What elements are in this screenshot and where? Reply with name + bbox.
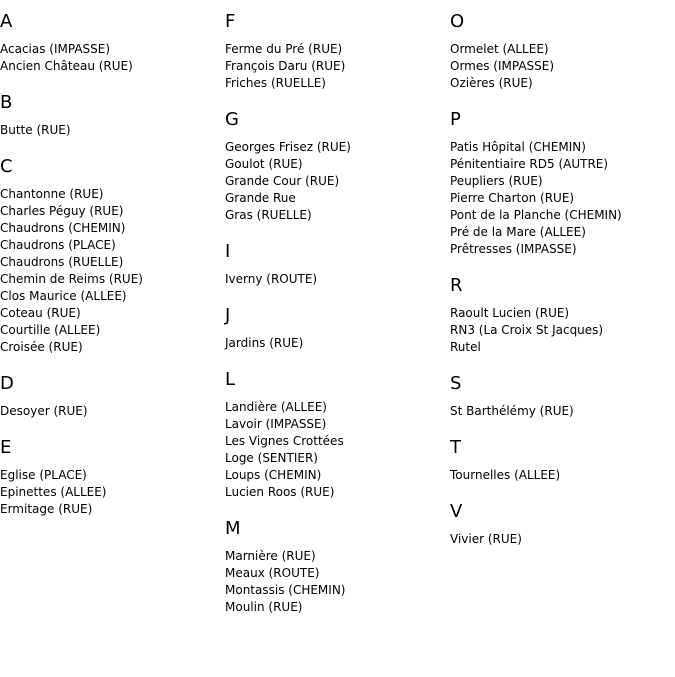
letter-heading: M — [225, 518, 241, 539]
letter-group — [450, 373, 675, 420]
street-link[interactable]: Rutel — [450, 340, 481, 354]
street-link[interactable]: Courtille (ALLEE) — [0, 323, 101, 337]
street-link[interactable]: Loge (SENTIER) — [225, 451, 318, 465]
letter-group — [450, 501, 675, 548]
street-link[interactable]: Desoyer (RUE) — [0, 404, 88, 418]
letter-heading: D — [0, 373, 14, 394]
index-column-2 — [225, 11, 450, 633]
street-link[interactable]: Ferme du Pré (RUE) — [225, 42, 343, 56]
index-column-1 — [0, 11, 225, 535]
letter-heading: F — [225, 11, 236, 32]
street-link[interactable]: Les Vignes Crottées — [225, 434, 344, 448]
letter-group — [225, 305, 450, 352]
street-link[interactable]: Grande Cour (RUE) — [225, 174, 340, 188]
street-link[interactable]: Charles Péguy (RUE) — [0, 204, 124, 218]
street-link[interactable]: Croisée (RUE) — [0, 340, 83, 354]
street-link[interactable]: Epinettes (ALLEE) — [0, 485, 107, 499]
street-link[interactable]: Ozières (RUE) — [450, 76, 533, 90]
letter-group — [0, 373, 225, 420]
street-link[interactable]: Ancien Château (RUE) — [0, 59, 133, 73]
letter-group — [0, 11, 225, 75]
letter-heading: T — [450, 437, 461, 458]
letter-group — [450, 11, 675, 92]
letter-group — [450, 275, 675, 356]
street-link[interactable]: St Barthélémy (RUE) — [450, 404, 574, 418]
letter-heading: G — [225, 109, 239, 130]
street-link[interactable]: Acacias (IMPASSE) — [0, 42, 111, 56]
letter-heading: P — [450, 109, 461, 130]
street-link[interactable]: Pénitentiaire RD5 (AUTRE) — [450, 157, 609, 171]
letter-group — [450, 109, 675, 258]
letter-heading: L — [225, 369, 236, 390]
letter-heading: B — [0, 92, 13, 113]
street-link[interactable]: Loups (CHEMIN) — [225, 468, 322, 482]
street-link[interactable]: Ormes (IMPASSE) — [450, 59, 555, 73]
letter-heading: V — [450, 501, 463, 522]
street-link[interactable]: Chantonne (RUE) — [0, 187, 104, 201]
street-link[interactable]: Chaudrons (CHEMIN) — [0, 221, 126, 235]
street-link[interactable]: RN3 (La Croix St Jacques) — [450, 323, 604, 337]
street-link[interactable]: Raoult Lucien (RUE) — [450, 306, 570, 320]
letter-group — [0, 156, 225, 356]
letter-group — [225, 11, 450, 92]
letter-heading: C — [0, 156, 13, 177]
street-link[interactable]: Eglise (PLACE) — [0, 468, 87, 482]
letter-group — [0, 437, 225, 518]
letter-heading: S — [450, 373, 462, 394]
letter-heading: E — [0, 437, 12, 458]
street-link[interactable]: Tournelles (ALLEE) — [450, 468, 561, 482]
street-link[interactable]: François Daru (RUE) — [225, 59, 346, 73]
street-link[interactable]: Lucien Roos (RUE) — [225, 485, 335, 499]
street-link[interactable]: Moulin (RUE) — [225, 600, 303, 614]
street-link[interactable]: Georges Frisez (RUE) — [225, 140, 351, 154]
street-link[interactable]: Meaux (ROUTE) — [225, 566, 320, 580]
letter-heading: O — [450, 11, 465, 32]
street-link[interactable]: Friches (RUELLE) — [225, 76, 326, 90]
letter-group — [450, 437, 675, 484]
letter-group — [225, 369, 450, 501]
street-link[interactable]: Landière (ALLEE) — [225, 400, 327, 414]
street-link[interactable]: Pré de la Mare (ALLEE) — [450, 225, 586, 239]
street-link[interactable]: Jardins (RUE) — [225, 336, 304, 350]
index-column-3 — [450, 11, 675, 565]
street-link[interactable]: Coteau (RUE) — [0, 306, 81, 320]
street-link[interactable]: Peupliers (RUE) — [450, 174, 543, 188]
street-link[interactable]: Pierre Charton (RUE) — [450, 191, 575, 205]
letter-group — [225, 241, 450, 288]
letter-heading: A — [0, 11, 13, 32]
letter-group — [0, 92, 225, 139]
letter-heading: J — [225, 305, 231, 326]
street-link[interactable]: Clos Maurice (ALLEE) — [0, 289, 127, 303]
street-link[interactable]: Lavoir (IMPASSE) — [225, 417, 327, 431]
street-link[interactable]: Ormelet (ALLEE) — [450, 42, 549, 56]
street-link[interactable]: Chemin de Reims (RUE) — [0, 272, 143, 286]
street-link[interactable]: Prêtresses (IMPASSE) — [450, 242, 577, 256]
street-link[interactable]: Chaudrons (PLACE) — [0, 238, 116, 252]
street-link[interactable]: Montassis (CHEMIN) — [225, 583, 346, 597]
street-link[interactable]: Vivier (RUE) — [450, 532, 522, 546]
street-link[interactable]: Chaudrons (RUELLE) — [0, 255, 124, 269]
street-link[interactable]: Grande Rue — [225, 191, 296, 205]
street-link[interactable]: Marnière (RUE) — [225, 549, 316, 563]
letter-heading: R — [450, 275, 463, 296]
street-link[interactable]: Butte (RUE) — [0, 123, 71, 137]
letter-heading: I — [225, 241, 231, 262]
street-link[interactable]: Goulot (RUE) — [225, 157, 303, 171]
street-link[interactable]: Iverny (ROUTE) — [225, 272, 318, 286]
letter-group — [225, 109, 450, 224]
street-link[interactable]: Pont de la Planche (CHEMIN) — [450, 208, 622, 222]
letter-group — [225, 518, 450, 616]
street-link[interactable]: Gras (RUELLE) — [225, 208, 312, 222]
street-link[interactable]: Patis Hôpital (CHEMIN) — [450, 140, 586, 154]
street-link[interactable]: Ermitage (RUE) — [0, 502, 93, 516]
